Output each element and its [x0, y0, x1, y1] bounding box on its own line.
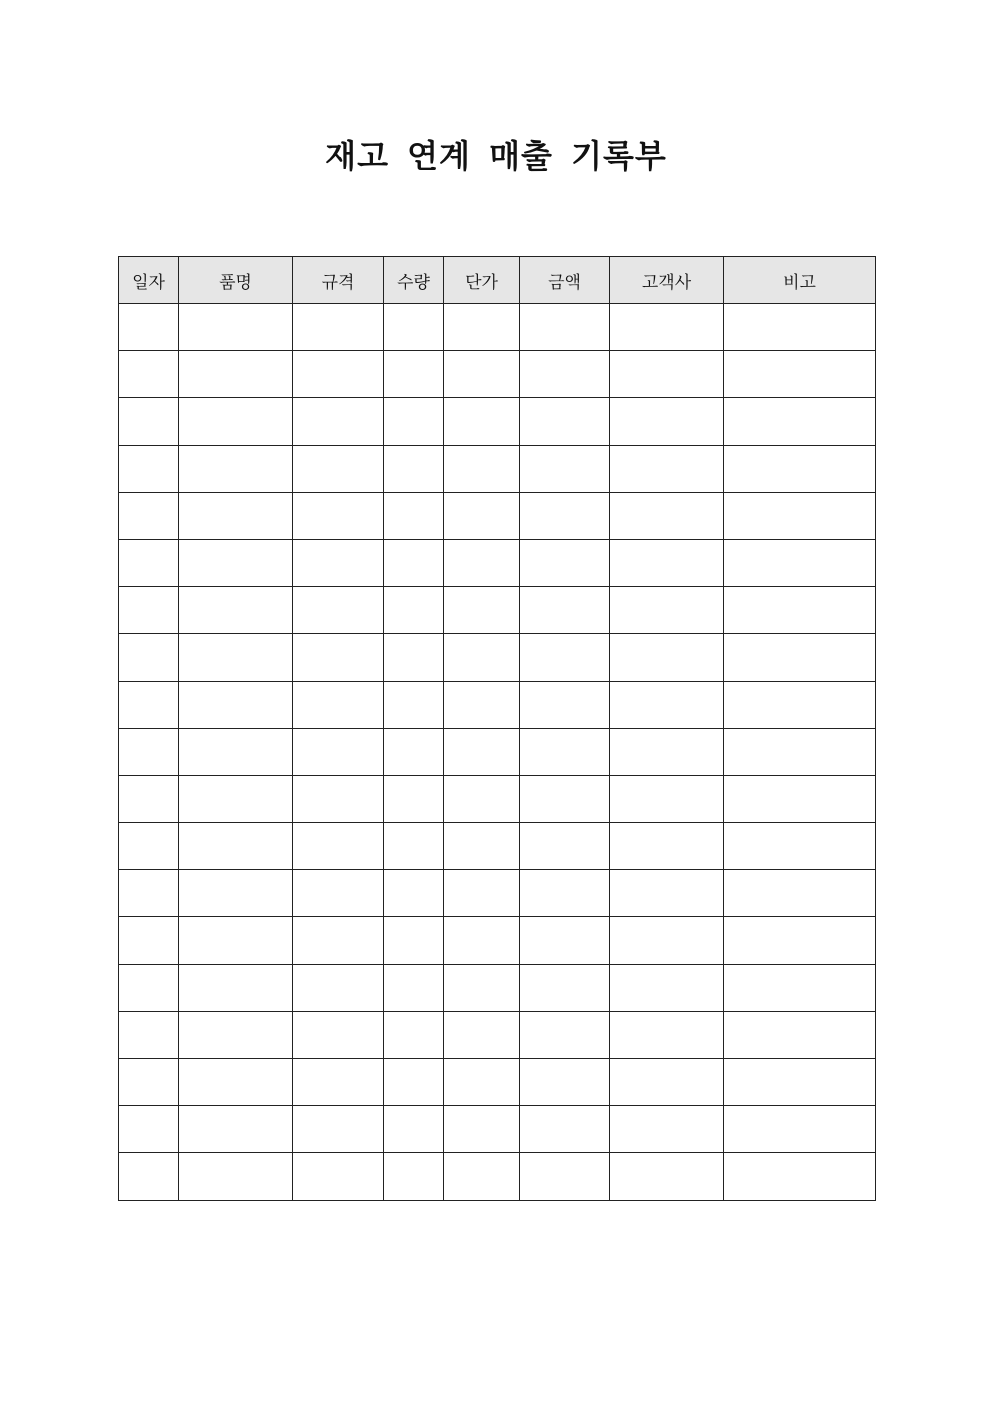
table-cell-spec[interactable]: [293, 964, 384, 1011]
table-cell-spec[interactable]: [293, 398, 384, 445]
table-cell-quantity[interactable]: [384, 1153, 444, 1200]
table-cell-quantity[interactable]: [384, 445, 444, 492]
table-cell-item-name[interactable]: [179, 1153, 293, 1200]
table-cell-date[interactable]: [119, 870, 179, 917]
table-cell-quantity[interactable]: [384, 539, 444, 586]
table-row: [119, 870, 876, 917]
table-cell-unit-price[interactable]: [444, 587, 520, 634]
table-cell-unit-price[interactable]: [444, 539, 520, 586]
table-cell-date[interactable]: [119, 634, 179, 681]
table-cell-date[interactable]: [119, 823, 179, 870]
table-cell-remarks[interactable]: [724, 775, 876, 822]
table-cell-item-name[interactable]: [179, 634, 293, 681]
table-cell-quantity[interactable]: [384, 964, 444, 1011]
table-cell-item-name[interactable]: [179, 492, 293, 539]
table-cell-item-name[interactable]: [179, 728, 293, 775]
table-cell-date[interactable]: [119, 1106, 179, 1153]
table-cell-quantity[interactable]: [384, 823, 444, 870]
table-cell-date[interactable]: [119, 304, 179, 351]
table-cell-spec[interactable]: [293, 917, 384, 964]
table-cell-quantity[interactable]: [384, 870, 444, 917]
table-cell-quantity[interactable]: [384, 634, 444, 681]
table-cell-unit-price[interactable]: [444, 445, 520, 492]
table-cell-amount[interactable]: [520, 445, 610, 492]
table-cell-spec[interactable]: [293, 728, 384, 775]
table-cell-unit-price[interactable]: [444, 398, 520, 445]
table-cell-unit-price[interactable]: [444, 681, 520, 728]
table-cell-customer[interactable]: [610, 870, 724, 917]
column-header-customer: 고객사: [610, 257, 724, 304]
table-cell-item-name[interactable]: [179, 681, 293, 728]
table-cell-item-name[interactable]: [179, 539, 293, 586]
table-cell-date[interactable]: [119, 1153, 179, 1200]
table-row: [119, 1011, 876, 1058]
table-body: [119, 304, 876, 1201]
table-row: [119, 823, 876, 870]
table-cell-remarks[interactable]: [724, 728, 876, 775]
table-cell-unit-price[interactable]: [444, 634, 520, 681]
table-cell-remarks[interactable]: [724, 304, 876, 351]
table-cell-remarks[interactable]: [724, 1153, 876, 1200]
table-cell-item-name[interactable]: [179, 870, 293, 917]
column-header-unit-price: 단가: [444, 257, 520, 304]
table-cell-quantity[interactable]: [384, 728, 444, 775]
table-cell-customer[interactable]: [610, 917, 724, 964]
table-row: [119, 492, 876, 539]
table-cell-quantity[interactable]: [384, 1059, 444, 1106]
table-cell-quantity[interactable]: [384, 492, 444, 539]
table-cell-spec[interactable]: [293, 587, 384, 634]
table-row: [119, 775, 876, 822]
table-cell-spec[interactable]: [293, 634, 384, 681]
table-cell-item-name[interactable]: [179, 445, 293, 492]
table-row: [119, 539, 876, 586]
table-cell-date[interactable]: [119, 351, 179, 398]
column-header-quantity: 수량: [384, 257, 444, 304]
table-cell-date[interactable]: [119, 539, 179, 586]
table-row: [119, 1059, 876, 1106]
table-cell-quantity[interactable]: [384, 775, 444, 822]
table-cell-customer[interactable]: [610, 587, 724, 634]
table-cell-customer[interactable]: [610, 681, 724, 728]
table-cell-remarks[interactable]: [724, 634, 876, 681]
table-cell-item-name[interactable]: [179, 1059, 293, 1106]
table-cell-quantity[interactable]: [384, 587, 444, 634]
table-cell-unit-price[interactable]: [444, 870, 520, 917]
table-cell-customer[interactable]: [610, 1106, 724, 1153]
table-row: [119, 917, 876, 964]
table-cell-item-name[interactable]: [179, 1011, 293, 1058]
table-cell-customer[interactable]: [610, 398, 724, 445]
table-cell-item-name[interactable]: [179, 587, 293, 634]
table-row: [119, 351, 876, 398]
table-cell-unit-price[interactable]: [444, 917, 520, 964]
table-cell-remarks[interactable]: [724, 823, 876, 870]
table-row: [119, 398, 876, 445]
table-cell-customer[interactable]: [610, 304, 724, 351]
table-cell-spec[interactable]: [293, 351, 384, 398]
table-cell-quantity[interactable]: [384, 351, 444, 398]
table-cell-unit-price[interactable]: [444, 1059, 520, 1106]
table-cell-amount[interactable]: [520, 1106, 610, 1153]
table-cell-unit-price[interactable]: [444, 1153, 520, 1200]
table-cell-customer[interactable]: [610, 539, 724, 586]
table-cell-amount[interactable]: [520, 634, 610, 681]
table-cell-spec[interactable]: [293, 1153, 384, 1200]
column-header-date: 일자: [119, 257, 179, 304]
table-cell-spec[interactable]: [293, 1011, 384, 1058]
table-cell-quantity[interactable]: [384, 1011, 444, 1058]
table-cell-spec[interactable]: [293, 1106, 384, 1153]
table-cell-customer[interactable]: [610, 634, 724, 681]
table-cell-remarks[interactable]: [724, 681, 876, 728]
column-header-spec: 규격: [293, 257, 384, 304]
table-cell-quantity[interactable]: [384, 917, 444, 964]
table-cell-remarks[interactable]: [724, 351, 876, 398]
table-cell-unit-price[interactable]: [444, 775, 520, 822]
table-cell-customer[interactable]: [610, 823, 724, 870]
table-cell-item-name[interactable]: [179, 917, 293, 964]
table-row: [119, 445, 876, 492]
table-cell-item-name[interactable]: [179, 823, 293, 870]
table-cell-remarks[interactable]: [724, 1059, 876, 1106]
column-header-item-name: 품명: [179, 257, 293, 304]
column-header-amount: 금액: [520, 257, 610, 304]
table-cell-amount[interactable]: [520, 917, 610, 964]
table-cell-amount[interactable]: [520, 870, 610, 917]
table-cell-amount[interactable]: [520, 775, 610, 822]
table-cell-unit-price[interactable]: [444, 1011, 520, 1058]
table-cell-item-name[interactable]: [179, 964, 293, 1011]
table-cell-customer[interactable]: [610, 775, 724, 822]
table-row: [119, 964, 876, 1011]
table-cell-amount[interactable]: [520, 1011, 610, 1058]
table-cell-unit-price[interactable]: [444, 823, 520, 870]
table-cell-remarks[interactable]: [724, 870, 876, 917]
table-cell-spec[interactable]: [293, 681, 384, 728]
table-cell-date[interactable]: [119, 681, 179, 728]
table-cell-spec[interactable]: [293, 1059, 384, 1106]
table-cell-date[interactable]: [119, 1011, 179, 1058]
table-cell-unit-price[interactable]: [444, 304, 520, 351]
table-cell-remarks[interactable]: [724, 1011, 876, 1058]
sales-record-table: [118, 256, 876, 1201]
table-cell-date[interactable]: [119, 728, 179, 775]
table-cell-date[interactable]: [119, 492, 179, 539]
table-cell-customer[interactable]: [610, 1153, 724, 1200]
table-cell-item-name[interactable]: [179, 351, 293, 398]
table-cell-amount[interactable]: [520, 539, 610, 586]
table-cell-spec[interactable]: [293, 304, 384, 351]
table-cell-quantity[interactable]: [384, 398, 444, 445]
table-cell-customer[interactable]: [610, 445, 724, 492]
table-cell-spec[interactable]: [293, 823, 384, 870]
table-cell-remarks[interactable]: [724, 539, 876, 586]
table-cell-date[interactable]: [119, 445, 179, 492]
table-cell-unit-price[interactable]: [444, 492, 520, 539]
table-cell-remarks[interactable]: [724, 398, 876, 445]
table-cell-item-name[interactable]: [179, 304, 293, 351]
table-cell-amount[interactable]: [520, 398, 610, 445]
table-row: [119, 1153, 876, 1200]
table-cell-unit-price[interactable]: [444, 351, 520, 398]
table-cell-amount[interactable]: [520, 823, 610, 870]
table-cell-quantity[interactable]: [384, 304, 444, 351]
table-cell-amount[interactable]: [520, 587, 610, 634]
table-row: [119, 681, 876, 728]
table-cell-amount[interactable]: [520, 964, 610, 1011]
table-cell-remarks[interactable]: [724, 445, 876, 492]
table-cell-spec[interactable]: [293, 492, 384, 539]
table-row: [119, 587, 876, 634]
table-cell-unit-price[interactable]: [444, 964, 520, 1011]
table-cell-date[interactable]: [119, 917, 179, 964]
table-cell-customer[interactable]: [610, 964, 724, 1011]
table-row: [119, 634, 876, 681]
table-cell-amount[interactable]: [520, 492, 610, 539]
table-cell-customer[interactable]: [610, 351, 724, 398]
page-title: 재고 연계 매출 기록부: [325, 137, 667, 175]
table-cell-date[interactable]: [119, 398, 179, 445]
table-row: [119, 304, 876, 351]
table-cell-date[interactable]: [119, 1059, 179, 1106]
table-cell-amount[interactable]: [520, 304, 610, 351]
table-cell-amount[interactable]: [520, 728, 610, 775]
column-header-remarks: 비고: [724, 257, 876, 304]
table-cell-unit-price[interactable]: [444, 1106, 520, 1153]
table-cell-customer[interactable]: [610, 1011, 724, 1058]
table-cell-item-name[interactable]: [179, 1106, 293, 1153]
table-header-row: [119, 257, 876, 304]
table-cell-amount[interactable]: [520, 1059, 610, 1106]
table-cell-item-name[interactable]: [179, 775, 293, 822]
table-cell-remarks[interactable]: [724, 1106, 876, 1153]
table-cell-unit-price[interactable]: [444, 728, 520, 775]
table-cell-remarks[interactable]: [724, 587, 876, 634]
table-cell-quantity[interactable]: [384, 681, 444, 728]
table-cell-customer[interactable]: [610, 1059, 724, 1106]
table-cell-amount[interactable]: [520, 1153, 610, 1200]
table-cell-date[interactable]: [119, 775, 179, 822]
table-cell-remarks[interactable]: [724, 492, 876, 539]
table-cell-amount[interactable]: [520, 351, 610, 398]
table-cell-spec[interactable]: [293, 870, 384, 917]
table-cell-spec[interactable]: [293, 775, 384, 822]
table-cell-customer[interactable]: [610, 492, 724, 539]
table-cell-customer[interactable]: [610, 728, 724, 775]
table-cell-amount[interactable]: [520, 681, 610, 728]
table-cell-date[interactable]: [119, 587, 179, 634]
table-cell-date[interactable]: [119, 964, 179, 1011]
table-row: [119, 728, 876, 775]
table-cell-remarks[interactable]: [724, 964, 876, 1011]
table-cell-spec[interactable]: [293, 539, 384, 586]
table-cell-remarks[interactable]: [724, 917, 876, 964]
table-row: [119, 1106, 876, 1153]
table-cell-spec[interactable]: [293, 445, 384, 492]
table-cell-item-name[interactable]: [179, 398, 293, 445]
table-cell-quantity[interactable]: [384, 1106, 444, 1153]
